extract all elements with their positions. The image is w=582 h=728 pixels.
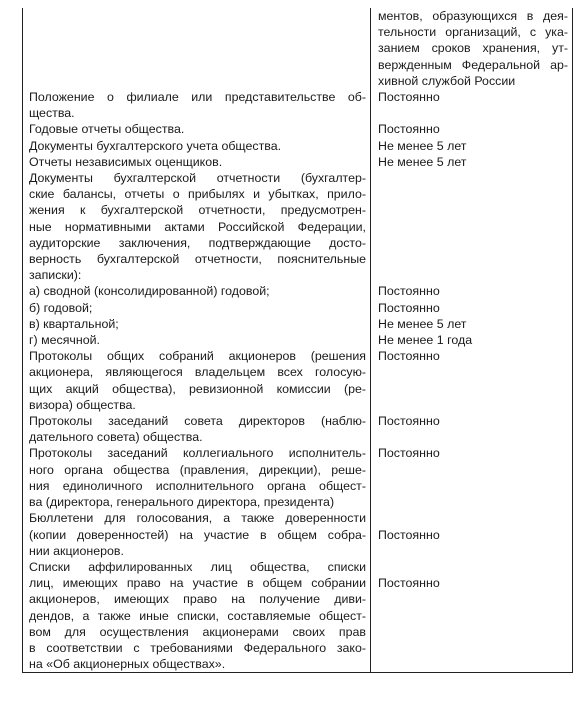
table-row xyxy=(23,170,573,283)
retention-period-cell xyxy=(371,154,573,170)
retention-period-cell xyxy=(371,332,573,348)
table-row xyxy=(23,89,573,121)
retention-period-cell xyxy=(371,8,573,89)
document-name-line: г) месячной. xyxy=(29,333,100,348)
document-name-line: нии акционеров. xyxy=(29,543,124,558)
retention-period-line: Постоянно xyxy=(378,284,440,299)
table-row xyxy=(23,348,573,413)
retention-period-line: Не менее 1 года xyxy=(378,333,473,348)
document-name-line: лиц, имеющих право на участие в общем собрании xyxy=(29,576,366,591)
document-name-line: дательного совета) общества. xyxy=(29,430,203,445)
retention-period-line: Постоянно xyxy=(378,122,440,137)
retention-period-line: Постоянно xyxy=(378,527,440,542)
retention-period-line: хивной службой России xyxy=(378,73,516,88)
document-name-line: Протоколы заседаний коллегиального исполнитель- xyxy=(29,446,366,461)
retention-periods-table xyxy=(22,8,573,673)
document-name-cell xyxy=(23,316,371,332)
document-name-cell xyxy=(23,332,371,348)
retention-period-line: тельности организаций, с ука- xyxy=(378,25,568,40)
document-name-line: Документы бухгалтерского учета общества. xyxy=(29,138,282,153)
table-row xyxy=(23,121,573,137)
retention-period-line: Не менее 5 лет xyxy=(378,138,467,153)
retention-period-line: Не менее 5 лет xyxy=(378,316,467,331)
document-name-line: акционера, являющегося владельцем всех голосую- xyxy=(29,365,366,380)
document-name-line: ния единоличного исполнительного органа общест- xyxy=(29,478,366,493)
retention-period-line: ментов, образующихся в дея- xyxy=(378,9,568,23)
document-name-cell xyxy=(23,170,371,283)
retention-period-line: вержденным Федеральной ар- xyxy=(378,57,568,72)
document-name-line: ного органа общества (правления, дирекции), реше- xyxy=(29,462,366,477)
retention-period-cell xyxy=(371,283,573,299)
document-name-line: дендов, а также иные списки, составляемые общест- xyxy=(29,608,366,623)
retention-period-line: Постоянно xyxy=(378,446,440,461)
table-row xyxy=(23,154,573,170)
document-name-cell xyxy=(23,445,371,510)
table-row xyxy=(23,138,573,154)
document-name-line: Документы бухгалтерской отчетности (бухгалтер- xyxy=(29,171,366,186)
document-name-cell xyxy=(23,89,371,121)
retention-period-cell xyxy=(371,316,573,332)
document-name-line: ва (директора, генерального директора, президента) xyxy=(29,495,335,510)
document-name-line: Отчеты независимых оценщиков. xyxy=(29,154,223,169)
retention-period-cell xyxy=(371,445,573,510)
document-name-line: (копии доверенностей) на участие в общем собра- xyxy=(29,527,366,542)
document-name-cell xyxy=(23,510,371,559)
document-name-cell xyxy=(23,8,371,89)
retention-period-cell xyxy=(371,170,573,283)
document-name-cell xyxy=(23,154,371,170)
table-row xyxy=(23,413,573,445)
table-row xyxy=(23,8,573,89)
document-name-line: в) квартальной; xyxy=(29,316,119,331)
table-row xyxy=(23,283,573,299)
document-name-cell xyxy=(23,138,371,154)
retention-period-line xyxy=(378,559,568,575)
document-name-line: щества. xyxy=(29,106,75,121)
retention-period-cell xyxy=(371,510,573,559)
document-name-line: аудиторские заключения, подтверждающие досто- xyxy=(29,235,366,250)
document-name-line: Списки аффилированных лиц общества, списки xyxy=(29,559,366,574)
retention-period-cell xyxy=(371,348,573,413)
document-name-cell xyxy=(23,300,371,316)
table-row xyxy=(23,332,573,348)
document-name-line: а) сводной (консолидированной) годовой; xyxy=(29,284,270,299)
retention-period-cell xyxy=(371,121,573,137)
retention-period-line: Не менее 5 лет xyxy=(378,154,467,169)
document-name-line: ные нормативными актами Российской Федерации, xyxy=(29,219,366,234)
document-name-cell xyxy=(23,121,371,137)
retention-period-cell xyxy=(371,300,573,316)
retention-period-line: Постоянно xyxy=(378,576,440,591)
document-name-line: ские балансы, отчеты о прибылях и убытках, прило- xyxy=(29,187,366,202)
retention-period-cell xyxy=(371,138,573,154)
retention-period-cell xyxy=(371,89,573,121)
document-name-line: Годовые отчеты общества. xyxy=(29,122,185,137)
document-name-line: Протоколы общих собраний акционеров (решения xyxy=(29,349,366,364)
table-row xyxy=(23,316,573,332)
table-body xyxy=(23,8,573,673)
retention-period-line: Постоянно xyxy=(378,90,440,105)
document-name-line: б) годовой; xyxy=(29,300,93,315)
document-name-line: на «Об акционерных обществах». xyxy=(29,657,226,672)
retention-period-line: Постоянно xyxy=(378,349,440,364)
document-name-cell xyxy=(23,283,371,299)
document-name-line: щих акций общества), ревизионной комиссии (ре- xyxy=(29,381,366,396)
table-row xyxy=(23,510,573,559)
document-name-line: Положение о филиале или представительстве об- xyxy=(29,90,366,105)
document-name-line: жения к бухгалтерской отчетности, предусмотрен- xyxy=(29,203,366,218)
retention-period-cell xyxy=(371,413,573,445)
document-name-line: верность бухгалтерской отчетности, пояснительные xyxy=(29,252,366,267)
retention-period-line: Постоянно xyxy=(378,300,440,315)
document-name-line: акционеров, имеющих право на получение диви- xyxy=(29,592,366,607)
table-row xyxy=(23,300,573,316)
document-name-cell xyxy=(23,413,371,445)
document-name-line: Протоколы заседаний совета директоров (наблю- xyxy=(29,414,366,429)
document-name-line: визора) общества. xyxy=(29,397,136,412)
table-row xyxy=(23,559,573,673)
document-name-cell xyxy=(23,559,371,673)
document-name-line: вом для осуществления акционерами своих прав xyxy=(29,624,366,639)
retention-period-line: занием сроков хранения, ут- xyxy=(378,41,568,56)
document-name-line: Бюллетени для голосования, а также доверенности xyxy=(29,511,366,526)
document-name-line: записки): xyxy=(29,268,82,283)
retention-period-line xyxy=(378,510,568,526)
retention-period-line: Постоянно xyxy=(378,414,440,429)
document-name-cell xyxy=(23,348,371,413)
document-name-line: в соответствии с требованиями Федерального зако- xyxy=(29,640,366,655)
retention-period-cell xyxy=(371,559,573,673)
table-row xyxy=(23,445,573,510)
